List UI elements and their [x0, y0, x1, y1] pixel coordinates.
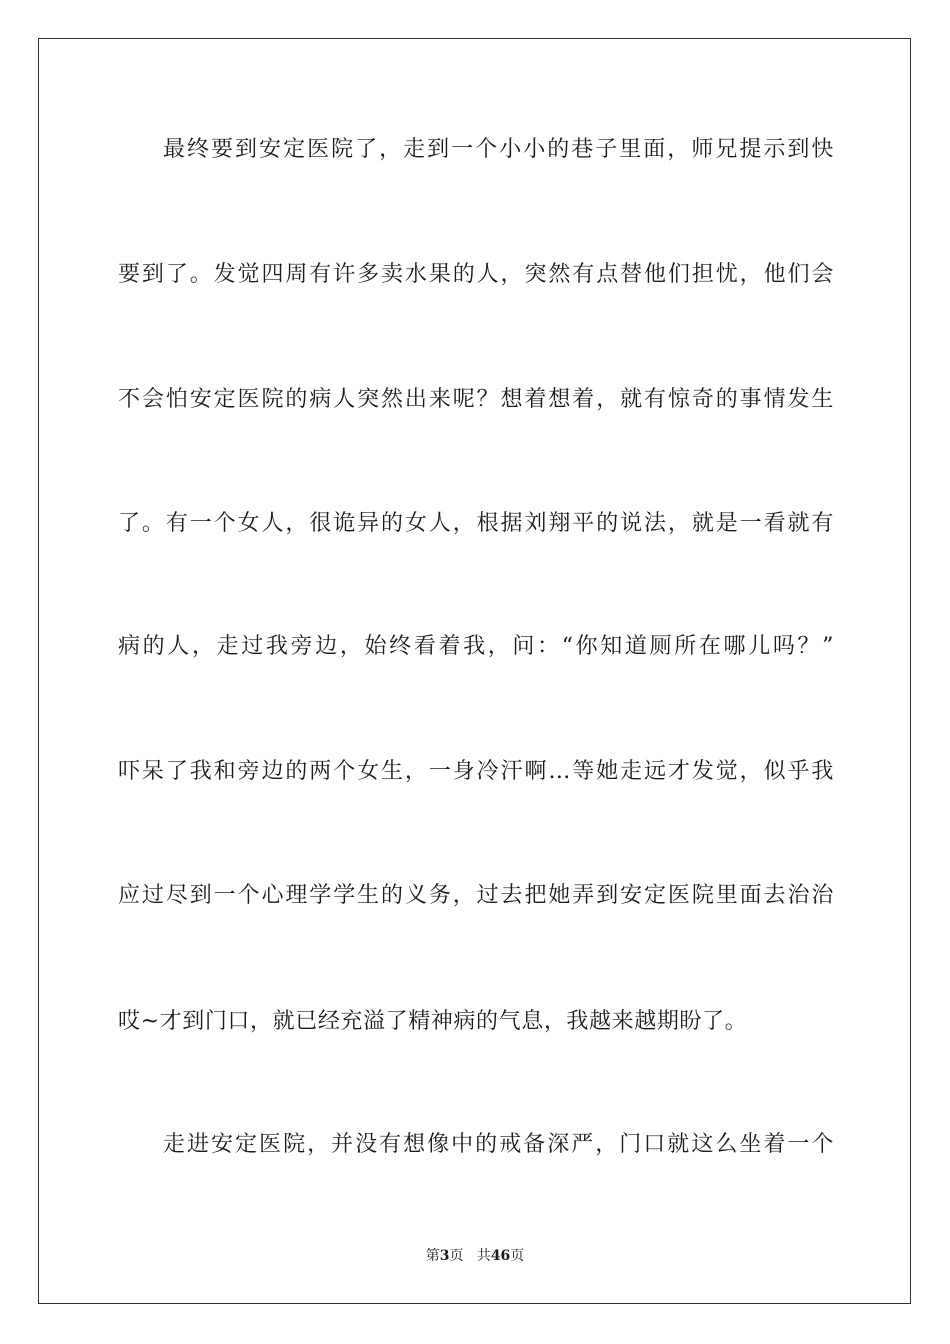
page-prefix: 第: [425, 1248, 440, 1264]
text-line-9: 走进安定医院，并没有想像中的戒备深严，门口就这么坐着一个: [163, 1132, 834, 1157]
total-suffix: 页: [510, 1248, 525, 1264]
total-prefix: 共: [476, 1248, 491, 1264]
text-line-7: 应过尽到一个心理学学生的义务，过去把她弄到安定医院里面去治治: [118, 883, 834, 908]
page-footer: [0, 1247, 950, 1265]
total-pages: 46: [490, 1248, 511, 1264]
text-line-6: 吓呆了我和旁边的两个女生，一身冷汗啊…等她走远才发觉，似乎我: [118, 759, 834, 784]
text-line-3: 不会怕安定医院的病人突然出来呢？想着想着，就有惊奇的事情发生: [118, 387, 834, 412]
text-line-1: 最终要到安定医院了，走到一个小小的巷子里面，师兄提示到快: [163, 137, 834, 162]
page-border: [38, 38, 911, 1304]
page-suffix: 页: [449, 1248, 464, 1264]
page-number: 3: [439, 1248, 450, 1264]
text-line-8: 哎~才到门口，就已经充溢了精神病的气息，我越来越期盼了。: [118, 1009, 748, 1034]
text-line-5: 病的人，走过我旁边，始终看着我，问：“你知道厕所在哪儿吗？”: [118, 634, 834, 659]
text-line-2: 要到了。发觉四周有许多卖水果的人，突然有点替他们担忧，他们会: [118, 262, 834, 287]
text-line-4: 了。有一个女人，很诡异的女人，根据刘翔平的说法，就是一看就有: [118, 511, 834, 536]
